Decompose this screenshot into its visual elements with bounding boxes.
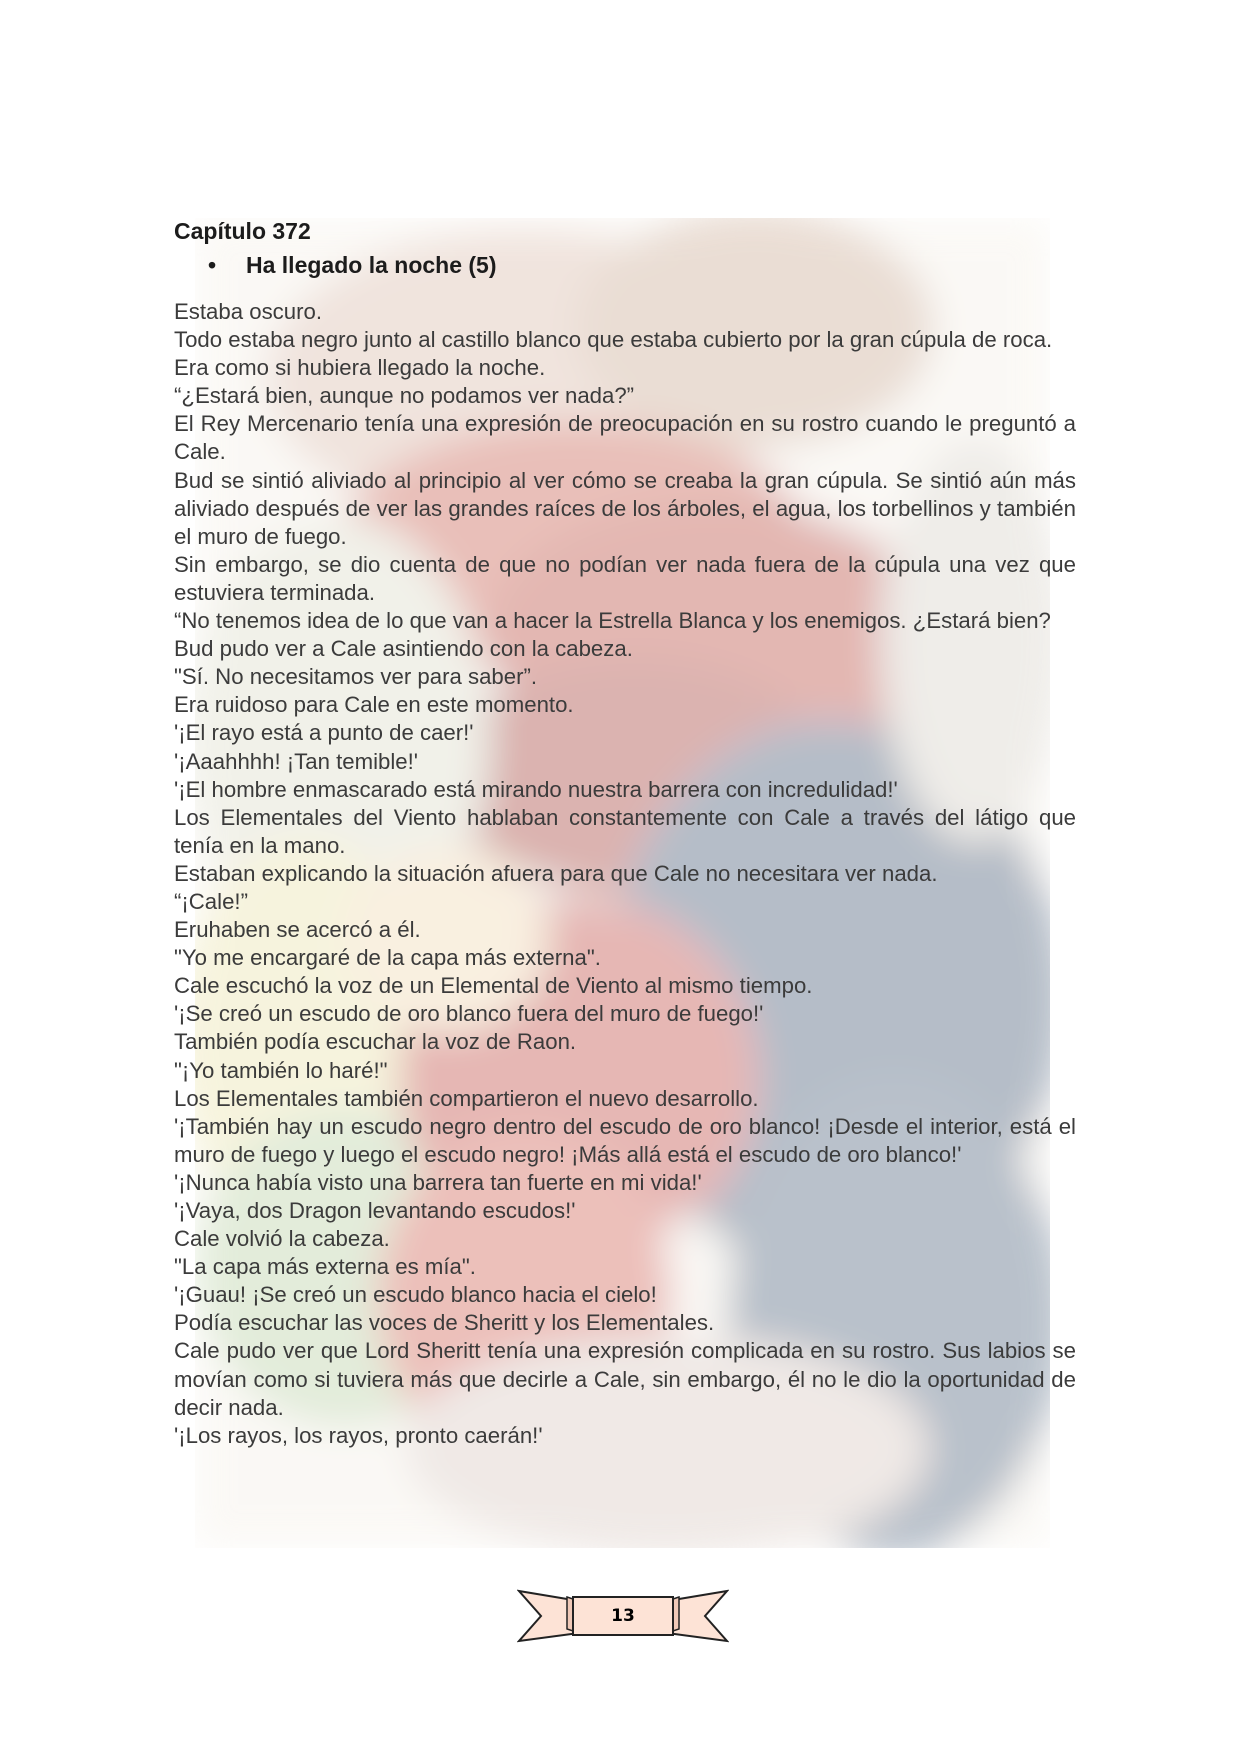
paragraph: '¡Aaahhhh! ¡Tan temible!' — [174, 748, 419, 774]
chapter-body — [174, 298, 1076, 1450]
paragraph: “¡Cale!” — [174, 888, 248, 914]
paragraph: Era ruidoso para Cale en este momento. — [174, 692, 574, 718]
paragraph: Los Elementales del Viento hablaban constantemente con Cale a través del látigo que tenía en la mano. — [174, 804, 1076, 858]
paragraph: Eruhaben se acercó a él. — [174, 917, 421, 943]
paragraph: Cale pudo ver que Lord Sheritt tenía una expresión complicada en su rostro. Sus labios se movían como si tuviera más que decirle a Cale, sin embargo, él no le dio la oportunidad de decir nada. — [174, 1338, 1076, 1420]
paragraph: Cale volvió la cabeza. — [174, 1226, 390, 1252]
paragraph: '¡Guau! ¡Se creó un escudo blanco hacia el cielo! — [174, 1282, 657, 1308]
paragraph: Cale escuchó la voz de un Elemental de Viento al mismo tiempo. — [174, 973, 813, 999]
paragraph: Bud se sintió aliviado al principio al ver cómo se creaba la gran cúpula. Se sintió aún más aliviado después de ver las grandes raíces de los árboles, el agua, los torbellinos y también el muro de fuego. — [174, 467, 1076, 549]
bullet-icon: • — [208, 252, 217, 278]
chapter-title: Capítulo 372 — [174, 218, 311, 244]
paragraph: Podía escuchar las voces de Sheritt y los Elementales. — [174, 1310, 715, 1336]
paragraph: Bud pudo ver a Cale asintiendo con la cabeza. — [174, 636, 633, 662]
paragraph: Era como si hubiera llegado la noche. — [174, 355, 546, 381]
paragraph: "Yo me encargaré de la capa más externa". — [174, 945, 601, 971]
paragraph: '¡Nunca había visto una barrera tan fuerte en mi vida!' — [174, 1169, 702, 1195]
paragraph: '¡También hay un escudo negro dentro del escudo de oro blanco! ¡Desde el interior, está el muro de fuego y luego el escudo negro! ¡Más allá está el escudo de oro blanco!' — [174, 1113, 1076, 1167]
page-number: 13 — [611, 1606, 635, 1626]
paragraph: '¡Los rayos, los rayos, pronto caerán!' — [174, 1422, 543, 1448]
paragraph: Sin embargo, se dio cuenta de que no podían ver nada fuera de la cúpula una vez que estuviera terminada. — [174, 551, 1076, 605]
subtitle-text: Ha llegado la noche (5) — [246, 252, 497, 278]
paragraph: El Rey Mercenario tenía una expresión de preocupación en su rostro cuando le preguntó a Cale. — [174, 411, 1076, 465]
paragraph: Los Elementales también compartieron el nuevo desarrollo. — [174, 1085, 759, 1111]
paragraph: "Sí. No necesitamos ver para saber”. — [174, 664, 538, 690]
paragraph: "¡Yo también lo haré!" — [174, 1057, 388, 1083]
paragraph: Todo estaba negro junto al castillo blanco que estaba cubierto por la gran cúpula de roca. — [174, 327, 1053, 353]
paragraph: “No tenemos idea de lo que van a hacer la Estrella Blanca y los enemigos. ¿Estará bien? — [174, 608, 1051, 634]
paragraph: '¡El rayo está a punto de caer!' — [174, 720, 474, 746]
paragraph: Estaba oscuro. — [174, 299, 322, 324]
paragraph: "La capa más externa es mía". — [174, 1254, 476, 1280]
chapter-subtitle — [208, 252, 497, 279]
paragraph: También podía escuchar la voz de Raon. — [174, 1029, 577, 1055]
paragraph: '¡Vaya, dos Dragon levantando escudos!' — [174, 1198, 576, 1223]
paragraph: '¡Se creó un escudo de oro blanco fuera del muro de fuego!' — [174, 1001, 764, 1027]
paragraph: Estaban explicando la situación afuera para que Cale no necesitara ver nada. — [174, 860, 938, 886]
paragraph: “¿Estará bien, aunque no podamos ver nada?” — [174, 383, 635, 409]
paragraph: '¡El hombre enmascarado está mirando nuestra barrera con incredulidad!' — [174, 776, 898, 802]
